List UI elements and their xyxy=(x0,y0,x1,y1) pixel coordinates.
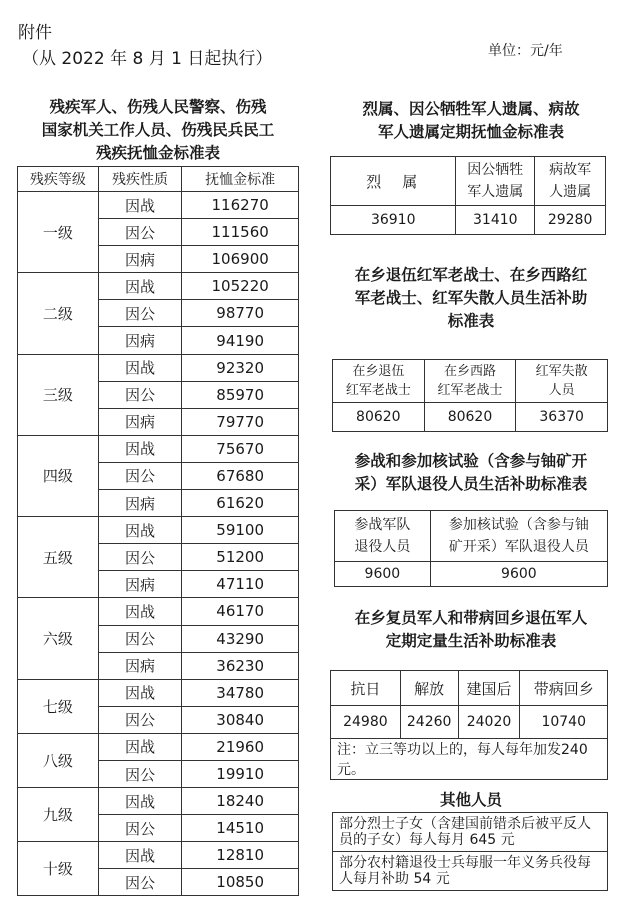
amount-cell: 51200 xyxy=(182,544,299,571)
column-header: 带病回乡 xyxy=(520,671,608,706)
table-cell: 31410 xyxy=(456,206,535,235)
amount-cell: 10850 xyxy=(182,869,299,896)
disability-table xyxy=(17,166,299,896)
table-header-row xyxy=(331,671,608,706)
attachment-label: 附件 xyxy=(18,23,52,43)
amount-cell: 47110 xyxy=(182,571,299,598)
veteran-note: 注：立三等功以上的，每人每年加发240元。 xyxy=(331,739,608,780)
amount-cell: 105220 xyxy=(182,273,299,300)
table-row xyxy=(18,733,299,760)
grade-cell: 九级 xyxy=(18,788,99,842)
veteran-table xyxy=(330,670,608,780)
table-cell: 9600 xyxy=(335,562,431,587)
amount-cell: 18240 xyxy=(182,788,299,815)
table-row xyxy=(331,206,606,235)
amount-cell: 36230 xyxy=(182,652,299,679)
amount-cell: 12810 xyxy=(182,842,299,869)
others-row: 部分烈士子女（含建国前错杀后被平反人员的子女）每人每月 645 元 xyxy=(333,813,608,852)
redarmy-title xyxy=(330,264,612,333)
redarmy-title-line: 军老战士、红军失散人员生活补助 xyxy=(354,289,588,307)
column-header: 解放 xyxy=(400,671,458,706)
disability-title-line: 残疾军人、伤残人民警察、伤残 xyxy=(49,98,267,116)
martyr-table xyxy=(330,156,606,235)
amount-cell: 21960 xyxy=(182,733,299,760)
nuclear-title xyxy=(330,450,612,496)
amount-cell: 19910 xyxy=(182,760,299,787)
table-row xyxy=(18,788,299,815)
table-header-row xyxy=(335,511,608,562)
grade-cell: 十级 xyxy=(18,842,99,896)
nature-cell: 因战 xyxy=(98,354,182,381)
table-cell: 9600 xyxy=(430,562,607,587)
nature-cell: 因病 xyxy=(98,571,182,598)
amount-cell: 111560 xyxy=(182,219,299,246)
veteran-title xyxy=(330,607,612,653)
nuclear-title-line: 采）军队退役人员生活补助标准表 xyxy=(354,475,588,493)
nuclear-title-line: 参战和参加核试验（含参与铀矿开 xyxy=(354,452,588,470)
veteran-title-line: 在乡复员军人和带病回乡退伍军人 xyxy=(354,609,588,627)
table-cell: 24980 xyxy=(331,706,401,739)
grade-cell: 八级 xyxy=(18,733,99,787)
amount-cell: 75670 xyxy=(182,435,299,462)
table-cell: 80620 xyxy=(333,403,425,432)
table-row xyxy=(331,706,608,739)
amount-cell: 79770 xyxy=(182,408,299,435)
nature-cell: 因公 xyxy=(98,462,182,489)
grade-cell: 七级 xyxy=(18,679,99,733)
nature-cell: 因战 xyxy=(98,598,182,625)
amount-cell: 34780 xyxy=(182,679,299,706)
grade-cell: 四级 xyxy=(18,435,99,516)
table-row xyxy=(18,435,299,462)
others-table xyxy=(332,812,608,891)
nature-cell: 因公 xyxy=(98,706,182,733)
nature-cell: 因公 xyxy=(98,869,182,896)
amount-cell: 61620 xyxy=(182,490,299,517)
table-row xyxy=(18,598,299,625)
others-title: 其他人员 xyxy=(439,791,502,809)
table-row xyxy=(333,403,608,432)
table-row xyxy=(18,517,299,544)
nature-cell: 因战 xyxy=(98,435,182,462)
amount-cell: 106900 xyxy=(182,246,299,273)
amount-cell: 98770 xyxy=(182,300,299,327)
martyr-title xyxy=(330,98,612,144)
amount-cell: 30840 xyxy=(182,706,299,733)
veteran-title-line: 定期定量生活补助标准表 xyxy=(385,632,557,650)
nature-cell: 因战 xyxy=(98,517,182,544)
column-header: 烈 属 xyxy=(331,157,456,206)
amount-cell: 94190 xyxy=(182,327,299,354)
table-row xyxy=(18,273,299,300)
table-row xyxy=(18,842,299,869)
table-row xyxy=(333,813,608,852)
amount-cell: 116270 xyxy=(182,192,299,219)
nature-cell: 因公 xyxy=(98,300,182,327)
table-header-row xyxy=(333,360,608,403)
redarmy-title-line: 在乡退伍红军老战士、在乡西路红 xyxy=(354,266,588,284)
nature-cell: 因战 xyxy=(98,679,182,706)
amount-cell: 59100 xyxy=(182,517,299,544)
nature-cell: 因战 xyxy=(98,192,182,219)
nature-cell: 因战 xyxy=(98,733,182,760)
amount-cell: 14510 xyxy=(182,815,299,842)
table-header-row xyxy=(331,157,606,206)
disability-title xyxy=(14,96,302,165)
grade-cell: 三级 xyxy=(18,354,99,435)
nature-cell: 因公 xyxy=(98,625,182,652)
martyr-title-line: 烈属、因公牺牲军人遗属、病故 xyxy=(362,100,580,118)
amount-cell: 85970 xyxy=(182,381,299,408)
table-row xyxy=(335,562,608,587)
nature-cell: 因公 xyxy=(98,815,182,842)
table-header-row xyxy=(18,167,299,192)
column-header: 在乡退伍 红军老战士 xyxy=(333,360,425,403)
grade-cell: 六级 xyxy=(18,598,99,679)
martyr-title-line: 军人遗属定期抚恤金标准表 xyxy=(377,123,564,141)
disability-title-line: 国家机关工作人员、伤残民兵民工 xyxy=(41,121,275,139)
amount-cell: 43290 xyxy=(182,625,299,652)
nature-cell: 因病 xyxy=(98,652,182,679)
column-header: 残疾等级 xyxy=(18,167,99,192)
amount-cell: 46170 xyxy=(182,598,299,625)
column-header: 抗日 xyxy=(331,671,401,706)
nature-cell: 因公 xyxy=(98,544,182,571)
column-header: 红军失散 人员 xyxy=(516,360,608,403)
nature-cell: 因公 xyxy=(98,381,182,408)
nature-cell: 因战 xyxy=(98,842,182,869)
others-row: 部分农村籍退役士兵每服一年义务兵役每人每月补助 54 元 xyxy=(333,852,608,891)
nature-cell: 因战 xyxy=(98,273,182,300)
redarmy-title-line: 标准表 xyxy=(447,312,495,330)
table-cell: 80620 xyxy=(424,403,516,432)
table-cell: 29280 xyxy=(535,206,606,235)
column-header: 抚恤金标准 xyxy=(182,167,299,192)
nature-cell: 因病 xyxy=(98,246,182,273)
table-cell: 10740 xyxy=(520,706,608,739)
nature-cell: 因公 xyxy=(98,760,182,787)
table-cell: 36370 xyxy=(516,403,608,432)
column-header: 参战军队 退役人员 xyxy=(335,511,431,562)
table-cell: 36910 xyxy=(331,206,456,235)
table-row xyxy=(18,679,299,706)
nature-cell: 因战 xyxy=(98,788,182,815)
effective-date: （从 2022 年 8 月 1 日起执行） xyxy=(22,49,273,69)
table-row xyxy=(18,192,299,219)
disability-title-line: 残疾抚恤金标准表 xyxy=(95,144,220,162)
amount-cell: 92320 xyxy=(182,354,299,381)
grade-cell: 二级 xyxy=(18,273,99,354)
column-header: 在乡西路 红军老战士 xyxy=(424,360,516,403)
column-header: 病故军 人遗属 xyxy=(535,157,606,206)
unit-label: 单位：元/年 xyxy=(488,43,563,59)
nature-cell: 因病 xyxy=(98,408,182,435)
redarmy-table xyxy=(332,359,608,432)
table-row xyxy=(331,739,608,780)
nuclear-table xyxy=(334,510,608,587)
grade-cell: 一级 xyxy=(18,192,99,273)
amount-cell: 67680 xyxy=(182,462,299,489)
nature-cell: 因病 xyxy=(98,490,182,517)
table-cell: 24020 xyxy=(458,706,520,739)
table-row xyxy=(333,852,608,891)
column-header: 参加核试验（含参与铀 矿开采）军队退役人员 xyxy=(430,511,607,562)
column-header: 建国后 xyxy=(458,671,520,706)
table-cell: 24260 xyxy=(400,706,458,739)
grade-cell: 五级 xyxy=(18,517,99,598)
column-header: 残疾性质 xyxy=(98,167,182,192)
column-header: 因公牺牲 军人遗属 xyxy=(456,157,535,206)
nature-cell: 因病 xyxy=(98,327,182,354)
table-row xyxy=(18,354,299,381)
nature-cell: 因公 xyxy=(98,219,182,246)
